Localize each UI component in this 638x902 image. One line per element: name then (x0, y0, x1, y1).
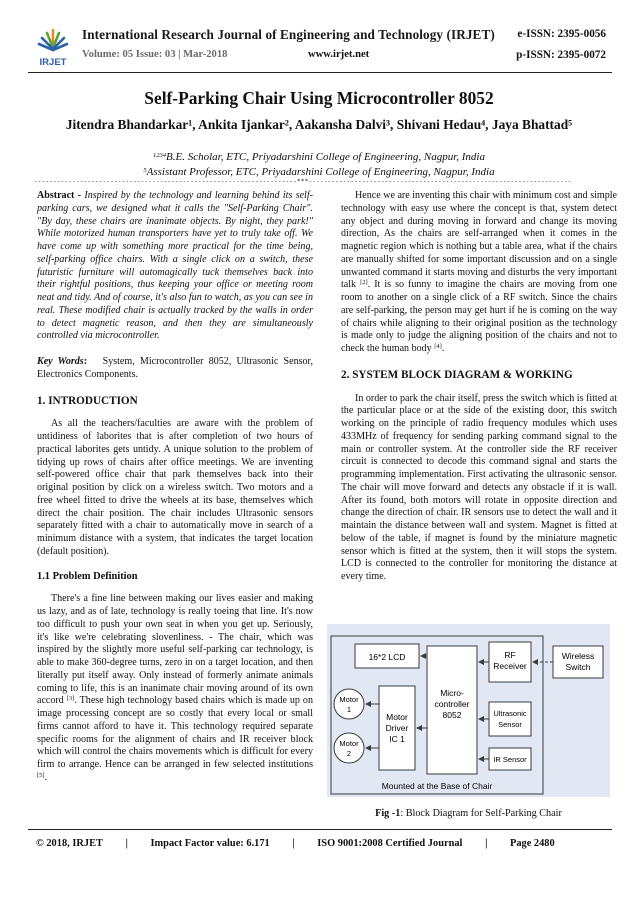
intro-heading: 1. INTRODUCTION (37, 394, 138, 407)
header-divider (28, 72, 612, 73)
block-diagram-text: In order to park the chair itself, press the switch which is fitted at the particular place or at the side of the existing door, this switch working on the principle of radio frequency modules which uses 433MHz of frequency for sending parking command signal to the main or controller system. At the controller side the RF receiver circuit is connected to decode this command signal and starts the programming implementation. First activating the ultrasonic sensor. The chair will move forward and detects any obstacle if it is wall. After its found, both motors will rotate in opposite direction and change the direction of chair. IR sensors use to detect the wall and it maintain the distance between wall and system. Magnet is fitted at below of the table, if magnet is found by the miniature magnetic sensor which is fitted at the system, then it will stops the system. LCD is connected to the controller for monitoring the distance at every time. (341, 392, 617, 582)
journal-footer: © 2018, IRJET | Impact Factor value: 6.171 | ISO 9001:2008 Certified Journal | Page 2480 (36, 838, 555, 849)
motor-1-label-1: Motor (339, 695, 359, 704)
motor-2-label-1: Motor (339, 739, 359, 748)
journal-website[interactable]: www.irjet.net (308, 49, 370, 60)
rf-label-2: Receiver (493, 661, 527, 671)
problem-text: There's a fine line between making our lives easier and making us lazy, and as of late, technology is really toeing that line. It's now too difficult to push your own seat in when you get up. Seriously, it's like we're celebrating slovenliness. - The chair, which was inspired by the slightly more useful self-parking car technology, is able to make 360-degree turns, zero in on a target location, and then literally put itself away. Only instead of formerly animate animals coming to life, this is an inanimate chair moving around of its own accord [3]. These high technology based chairs which is made up on image processing concept are so costly that every local or small firms cannot afford to have it. This technology required separate specific rooms for the alignment of chairs and IR receiver block which will control the chairs movements which is difficult for every firm to arrange. Hence can be arranged in few selected institutions [5]. (37, 593, 313, 783)
keywords-text: System, Microcontroller 8052, Ultrasonic Sensor, Electronics Components. (37, 356, 313, 380)
citation-4[interactable]: [4] (434, 343, 442, 350)
driver-label-1: Motor (386, 712, 408, 722)
mc-label-3: 8052 (442, 710, 462, 720)
abstract-label: Abstract - (37, 190, 85, 201)
affiliation-1-text: B.E. Scholar, ETC, Priyadarshini College of Engineering, Nagpur, India (166, 151, 485, 163)
ir-label: IR Sensor (493, 755, 527, 764)
affiliation-1 (0, 151, 638, 163)
lcd-label: 16*2 LCD (368, 652, 406, 662)
section-separator: ---------------------------------------------------------------------***--------------------------------------------------------------------- (34, 178, 572, 185)
intro-text: As all the teachers/faculties are aware with the problem of untidiness of laborites that is after completion of two hours of practical laborites gets untidy. A unique solution to the problem of tidying up rows of chairs after office meetings. We are inventing self-powered office chair that park themselves back into their original position by click on a wireless switch. Two motors and a free wheel fitted to drive the wheels at its base, themselves which direct the chair position. The chair includes Ultrasonic sensors separately fitted with a chair to automatically move in search of a minimum distance with a system, that indicates the target location (default position). (37, 418, 313, 557)
motivation-text (341, 190, 617, 356)
block-diagram-figure (327, 624, 610, 797)
figure-caption (327, 808, 610, 819)
left-column (37, 190, 313, 785)
caption-label: Fig -1 (375, 808, 401, 819)
affiliation-2-text: Assistant Professor, ETC, Priyadarshini College of Engineering, Nagpur, India (146, 166, 495, 178)
motivation-text-3: . (441, 343, 445, 354)
right-column (341, 190, 617, 584)
caption-text: : Block Diagram for Self-Parking Chair (400, 808, 562, 819)
paper-authors: Jitendra Bhandarkar¹, Ankita Ijankar², Aakansha Dalvi³, Shivani Hedau⁴, Jaya Bhattad⁵ (65, 117, 573, 132)
ultrasonic-label-1: Ultrasonic (493, 709, 527, 718)
paper-title: Self-Parking Chair Using Microcontroller 8052 (144, 88, 494, 108)
irjet-logo-icon (36, 26, 70, 70)
journal-title: International Research Journal of Engineering and Technology (IRJET) (82, 27, 495, 42)
problem-text-2: . These high technology based chairs which is made up on image processing concept are so costly that every local or small firms cannot afford to have it. This technology required separate specific rooms for the alignment of chairs and IR receiver block which will control the chairs movements which is difficult for every firm to arrange. Hence can be arranged in few selected institutions (37, 695, 313, 770)
motor-1-block (334, 689, 364, 719)
problem-heading: 1.1 Problem Definition (37, 570, 138, 582)
abstract-text: Inspired by the technology and learning behind its self-parking cars, we designed what it calls the "Self-Parking Chair". "By day, these chairs are inanimate objects. By night, they park!" While motorized human transporters have yet to truly take off. We have come up with something more practical for the time being, self-parking office chairs. With a single click on a switch, these futuristic furniture will automagically tuck themselves back into their rightful positions, thus keeping your office or meeting room neat and tidy. And of course, it's also fun to watch, as you can see in real. These modified chair is actually tracked by the walls in order to detect magnetic reason, and then they are simultaneously controlled via microcontroller. (37, 190, 313, 342)
rf-label-1: RF (504, 650, 516, 660)
citation-2[interactable]: [2] (360, 279, 368, 287)
block-diagram-heading: 2. SYSTEM BLOCK DIAGRAM & WORKING (341, 368, 573, 381)
motivation-text-1: Hence we are inventing this chair with minimum cost and simple technology with easy use where the concept is that, system detect any object and during moving in forward and change its moving direction, As the chairs are self-arranged when it comes in the magnetic region which is nothing but a table area, what if the chairs are manually shifted for some important discussion and on a single unwanted command it starts moving and disturbs the very important talk (341, 190, 617, 291)
affiliation-2 (0, 166, 638, 178)
motor-1-label-2: 1 (346, 705, 352, 714)
mc-label-2: controller (434, 699, 470, 709)
irjet-logo (36, 26, 70, 70)
wireless-label-1: Wireless (561, 651, 595, 661)
p-issn: p-ISSN: 2395-0072 (516, 49, 606, 61)
ultrasonic-sensor-block (489, 702, 531, 736)
journal-header (28, 24, 612, 72)
affiliation-1-sup: 1234 (153, 152, 166, 159)
ultrasonic-label-2: Sensor (498, 720, 522, 729)
motor-2-label-2: 2 (346, 749, 352, 758)
keywords-label: Key Words (37, 356, 84, 367)
e-issn: e-ISSN: 2395-0056 (517, 28, 606, 40)
driver-label-3: IC 1 (389, 734, 405, 744)
citation-5[interactable]: [5] (37, 771, 45, 779)
problem-text-1: There's a fine line between making our lives easier and making us lazy, and as of late, technology is really toeing that line. It's now too difficult to push your own seat in when you get up. Seriously, it's like we're celebrating slovenliness. - The chair, which was inspired by the slightly more useful self-parking car technology, is able to make 360-degree turns, zero in on a target location, and then literally put itself away. Only instead of formerly animate animals coming to life, this is an inanimate chair moving around of its own accord (37, 593, 313, 707)
logo-text: IRJET (39, 57, 67, 68)
citation-3[interactable]: [3] (66, 695, 75, 703)
affiliation-2-sup: 5 (143, 167, 147, 174)
base-label: Mounted at the Base of Chair (381, 781, 493, 791)
abstract (37, 190, 313, 343)
footer-page: Page 2480 (509, 838, 555, 849)
block-diagram-svg (327, 624, 610, 797)
mc-label-1: Micro- (440, 688, 464, 698)
footer-copyright: © 2018, IRJET (36, 838, 103, 849)
driver-label-2: Driver (385, 723, 409, 733)
footer-impact: Impact Factor value: 6.171 (150, 838, 270, 849)
motivation-text-2: . It is so funny to imagine the chairs are moving from one room to another on a single click of a RF switch. Since the chairs are self-parking, the person may get hurt if he is coming on the way of chairs while aligning to their original position as the technology is made only to judge the aligning position of the chairs and not to check the human body (341, 279, 617, 354)
footer-iso: ISO 9001:2008 Certified Journal (317, 838, 463, 849)
wireless-label-2: Switch (565, 662, 591, 672)
motor-2-block (334, 733, 364, 763)
volume-issue: Volume: 05 Issue: 03 | Mar-2018 (82, 49, 228, 60)
keywords: Key Words: System, Microcontroller 8052, Ultrasonic Sensor, Electronics Components. (37, 356, 313, 380)
footer-divider (28, 829, 612, 830)
